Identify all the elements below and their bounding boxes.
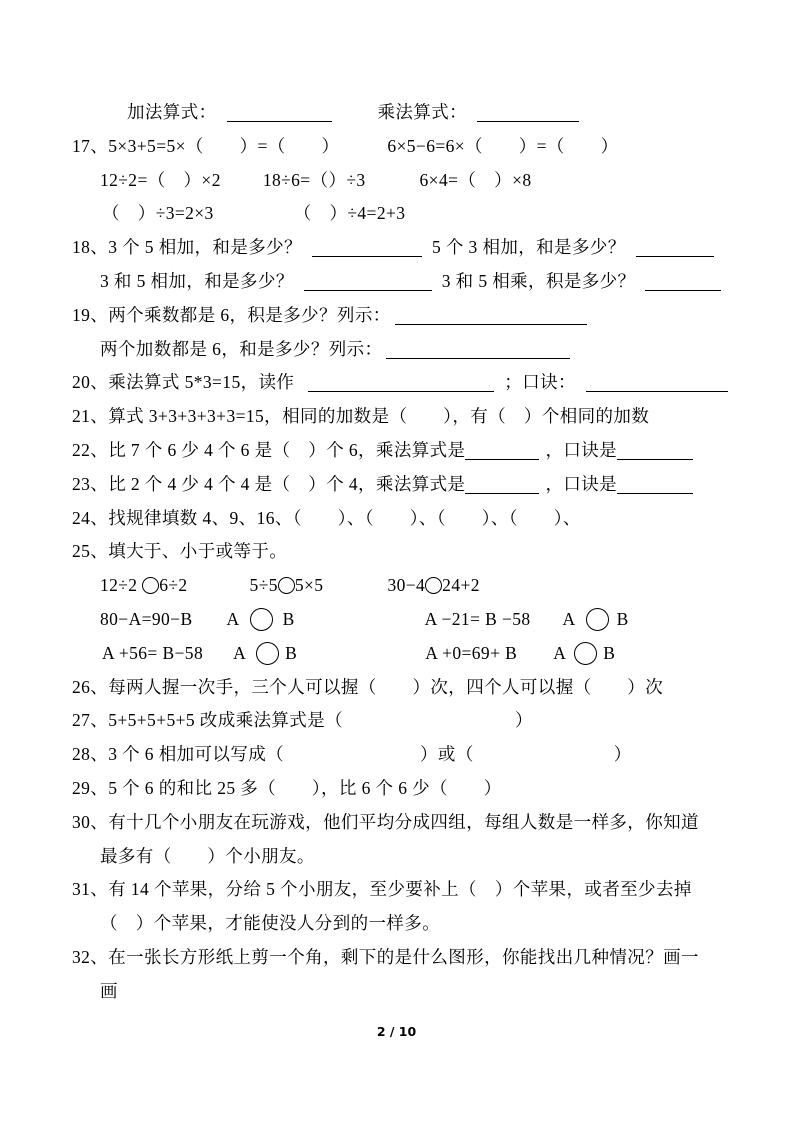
worksheet-line [72,164,743,198]
worksheet-line [72,873,743,907]
spacer [517,658,553,659]
worksheet-line [72,907,743,941]
text-run: 31、有 14 个苹果，分给 5 个小朋友，至少要补上（ ）个苹果，或者至少去掉 [72,879,692,900]
spacer [576,387,586,388]
worksheet-line [72,231,743,265]
text-run: 19、两个乘数都是 6，积是多少？列示： [72,304,391,325]
worksheet-line [72,704,743,738]
text-run: 26、每两人握一次手，三个人可以握（ ）次，四个人可以握（ ）次 [72,676,664,697]
text-run: A [233,642,247,663]
text-run: 6×4=（ ）×8 [419,169,532,190]
spacer [294,387,308,388]
answer-blank [312,239,422,258]
spacer [422,252,432,253]
text-run: 12÷2 [100,575,143,596]
answer-blank [227,104,332,123]
text-run: 30、有十几个小朋友在玩游戏，他们平均分成四组，每组人数是一样多，你知道 [72,811,699,832]
spacer [343,725,515,726]
worksheet-line [72,535,743,569]
spacer [188,590,250,591]
comparison-circle [250,608,273,631]
spacer [297,658,425,659]
text-run: （ ）个苹果，才能使没人分到的一样多。 [100,913,441,934]
worksheet-line [72,975,743,1009]
comparison-circle [586,608,609,631]
worksheet-line [72,637,743,671]
text-run: B [282,608,295,629]
text-run: 24、找规律填数 4、9、16、（ ）、（ ）、（ ）、（ ）、 [72,507,581,528]
text-run: A [562,608,576,629]
text-run: 5÷5 [249,575,278,596]
answer-blank [617,475,693,494]
text-run: B [603,642,616,663]
spacer [273,624,283,625]
spacer [339,151,387,152]
worksheet-line [72,671,743,705]
text-run: 25、填大于、小于或等于。 [72,541,288,562]
answer-blank [386,340,570,359]
worksheet-line [72,840,743,874]
answer-blank [465,441,539,460]
text-run: ）或（ [420,744,474,765]
spacer [221,185,263,186]
spacer [284,759,420,760]
text-run: ，口诀是 [545,473,618,494]
worksheet-line [72,400,743,434]
text-run: 80−A=90−B [100,608,193,629]
text-run: 22、比 7 个 6 少 4 个 6 是（ ）个 6，乘法算式是 [72,439,466,460]
answer-blank [304,272,432,291]
spacer [217,117,227,118]
answer-blank [395,306,587,325]
text-run: 5 个 3 相加，和是多少？ [431,237,626,258]
text-run: A +56= B−58 [102,642,204,663]
text-run: 5×5 [294,575,324,596]
text-run: ） [613,744,632,765]
worksheet-line [72,434,743,468]
spacer [366,185,420,186]
text-run: 最多有（ ）个小朋友。 [100,845,315,866]
worksheet-line [72,96,743,130]
text-run: 乘法算式： [377,102,467,122]
spacer [531,624,563,625]
text-run: 3 和 5 相加，和是多少？ [100,270,294,291]
text-run: 6×5−6=6×（ ）=（ ） [387,135,619,156]
answer-blank [477,104,579,123]
text-run: 30−4 [387,575,426,596]
worksheet-line [72,265,743,299]
text-run: ，口诀是 [545,439,618,460]
spacer [214,218,294,219]
spacer [203,658,233,659]
answer-blank [636,239,714,258]
comparison-circle [425,577,442,594]
page-number [0,1024,793,1039]
text-run: 3 和 5 相乘，积是多少？ [441,270,636,291]
comparison-circle [256,642,279,665]
text-run: 32、在一张长方形纸上剪一个角，剩下的是什么图形，你能找出几种情况？画一 [72,946,699,967]
spacer [432,286,442,287]
answer-blank [465,475,539,494]
text-run: 29、5 个 6 的和比 25 多（ ），比 6 个 6 少（ ） [72,777,502,798]
spacer [302,252,312,253]
text-run: 6÷2 [159,575,188,596]
worksheet-line [72,941,743,975]
text-run: 12÷2=（ ）×2 [100,169,221,190]
worksheet-line [72,366,743,400]
spacer [246,658,256,659]
text-run: A −21= B −58 [424,608,531,629]
answer-blank [308,374,494,393]
spacer [240,624,250,625]
text-run: 18÷6=（）÷3 [262,169,366,190]
text-run: （ ）÷3=2×3 [102,203,214,224]
page-number-text: 2 / 10 [376,1024,417,1039]
worksheet-line [72,197,743,231]
worksheet-line [72,603,743,637]
comparison-circle [574,642,597,665]
comparison-circle [278,577,295,594]
worksheet-line [72,569,743,603]
comparison-circle [142,577,159,594]
text-run: 23、比 2 个 4 少 4 个 4 是（ ）个 4，乘法算式是 [72,473,466,494]
spacer [323,590,387,591]
text-run: A [553,642,567,663]
text-run: 28、3 个 6 相加可以写成（ [72,744,285,765]
spacer [635,286,645,287]
worksheet-line [72,333,743,367]
worksheet-line [72,772,743,806]
text-run: 17、5×3+5=5×（ ）=（ ） [72,135,340,156]
spacer [576,624,586,625]
worksheet-line [72,468,743,502]
answer-blank [586,374,728,393]
text-run: 24+2 [442,575,480,596]
worksheet-line [72,130,743,164]
text-run: （ ）÷4=2+3 [293,203,406,224]
text-run: 21、算式 3+3+3+3+3=15，相同的加数是（ ），有（ ）个相同的加数 [72,406,650,427]
worksheet-line [72,806,743,840]
worksheet-body [72,96,743,1009]
spacer [294,286,304,287]
spacer [474,759,614,760]
worksheet-line [72,502,743,536]
text-run: 两个加数都是 6，和是多少？列示： [100,338,383,359]
spacer [626,252,636,253]
text-run: ；口诀： [504,372,576,393]
spacer [609,624,617,625]
text-run: 画 [100,980,118,1001]
text-run: A +0=69+ B [425,642,518,663]
text-run: ） [515,710,533,731]
text-run: 20、乘法算式 5*3=15，读作 [72,372,295,393]
answer-blank [617,441,693,460]
worksheet-line [72,738,743,772]
text-run: 18、3 个 5 相加，和是多少？ [72,237,302,258]
answer-blank [645,272,721,291]
text-run: 27、5+5+5+5+5 改成乘法算式是（ [72,710,344,731]
spacer [193,624,227,625]
text-run: B [285,642,298,663]
spacer [295,624,425,625]
spacer [467,117,477,118]
text-run: A [226,608,240,629]
spacer [494,387,504,388]
spacer [566,658,574,659]
text-run: 加法算式： [127,102,217,122]
worksheet-line [72,299,743,333]
spacer [332,117,378,118]
text-run: B [616,608,629,629]
